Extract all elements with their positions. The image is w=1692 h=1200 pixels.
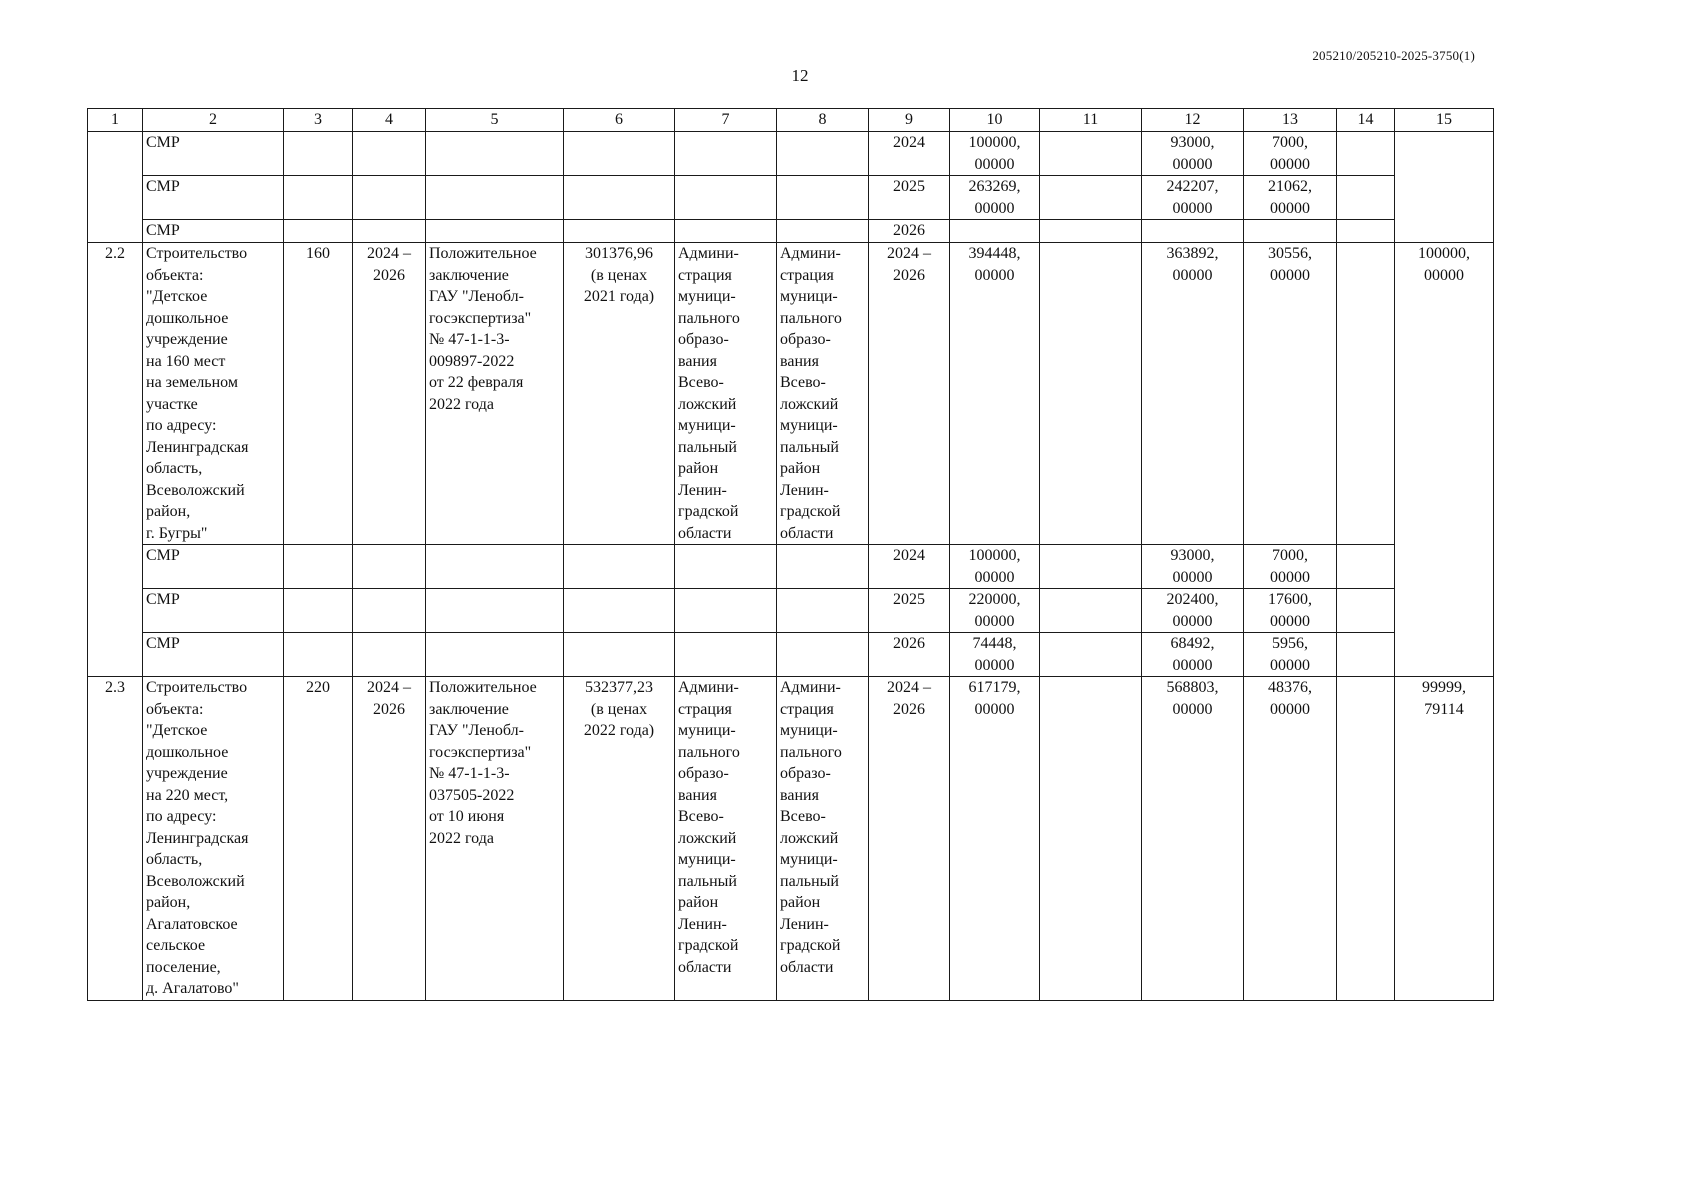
column-header: 11	[1040, 109, 1142, 132]
estimated-cost: 301376,96 (в ценах 2021 года)	[564, 243, 675, 545]
amount-col13: 30556, 00000	[1244, 243, 1337, 545]
period: 2024 – 2026	[353, 243, 426, 545]
smr-row	[88, 589, 1494, 633]
smr-row	[88, 132, 1494, 176]
year-cell: 2025	[869, 589, 950, 633]
table-row	[88, 243, 1494, 545]
smr-row	[88, 176, 1494, 220]
amount-col13: 7000, 00000	[1244, 132, 1337, 176]
year-cell: 2026	[869, 633, 950, 677]
column-number-row	[88, 109, 1494, 132]
object-name: Строительство объекта: "Детское дошкольное учреждение на 160 мест на земельном участке по адресу: Ленинградская область, Всеволожский район, г. Бугры"	[143, 243, 284, 545]
amount-col13: 7000, 00000	[1244, 545, 1337, 589]
column-header: 3	[284, 109, 353, 132]
amount-col10	[950, 220, 1040, 243]
capacity: 160	[284, 243, 353, 545]
column-header: 2	[143, 109, 284, 132]
year-cell: 2025	[869, 176, 950, 220]
amount-col11	[1040, 677, 1142, 1001]
column-header: 13	[1244, 109, 1337, 132]
empty-cell	[1395, 132, 1494, 243]
item-number: 2.2	[88, 243, 143, 677]
amount-col12: 93000, 00000	[1142, 132, 1244, 176]
smr-label: СМР	[143, 545, 284, 589]
period: 2024 – 2026	[353, 677, 426, 1001]
smr-row	[88, 220, 1494, 243]
smr-label: СМР	[143, 589, 284, 633]
customer: Админи- страция муници- пального образо- вания Всево- ложский муници- пальный район Ленин- градской области	[675, 243, 777, 545]
amount-col12: 68492, 00000	[1142, 633, 1244, 677]
developer: Админи- страция муници- пального образо- вания Всево- ложский муници- пальный район Ленин- градской области	[777, 677, 869, 1001]
column-header: 1	[88, 109, 143, 132]
estimated-cost: 532377,23 (в ценах 2022 года)	[564, 677, 675, 1001]
column-header: 15	[1395, 109, 1494, 132]
amount-col13	[1244, 220, 1337, 243]
amount-col15: 99999, 79114	[1395, 677, 1494, 1001]
amount-col14	[1337, 243, 1395, 545]
amount-col13: 48376, 00000	[1244, 677, 1337, 1001]
column-header: 14	[1337, 109, 1395, 132]
amount-col13: 21062, 00000	[1244, 176, 1337, 220]
document-id: 205210/205210-2025-3750(1)	[1312, 48, 1475, 63]
item-number: 2.3	[88, 677, 143, 1001]
amount-col12: 242207, 00000	[1142, 176, 1244, 220]
page-number: 12	[791, 66, 809, 85]
amount-col10: 100000, 00000	[950, 545, 1040, 589]
amount-col12	[1142, 220, 1244, 243]
amount-col10: 394448, 00000	[950, 243, 1040, 545]
amount-col10: 263269, 00000	[950, 176, 1040, 220]
amount-col12: 202400, 00000	[1142, 589, 1244, 633]
smr-label: СМР	[143, 220, 284, 243]
column-header: 5	[426, 109, 564, 132]
year-cell: 2024	[869, 545, 950, 589]
amount-col11	[1040, 243, 1142, 545]
column-header: 4	[353, 109, 426, 132]
amount-col10: 100000, 00000	[950, 132, 1040, 176]
amount-col10: 74448, 00000	[950, 633, 1040, 677]
customer: Админи- страция муници- пального образо- вания Всево- ложский муници- пальный район Ленин- градской области	[675, 677, 777, 1001]
amount-col10: 220000, 00000	[950, 589, 1040, 633]
amount-col13: 5956, 00000	[1244, 633, 1337, 677]
expertise: Положительное заключение ГАУ "Ленобл- госэкспертиза" № 47-1-1-3- 037505-2022 от 10 июня 2022 года	[426, 677, 564, 1001]
smr-row	[88, 633, 1494, 677]
table-row	[88, 677, 1494, 1001]
amount-col13: 17600, 00000	[1244, 589, 1337, 633]
smr-label: СМР	[143, 176, 284, 220]
developer: Админи- страция муници- пального образо- вания Всево- ложский муници- пальный район Ленин- градской области	[777, 243, 869, 545]
smr-label: СМР	[143, 132, 284, 176]
column-header: 10	[950, 109, 1040, 132]
years: 2024 – 2026	[869, 243, 950, 545]
years: 2024 – 2026	[869, 677, 950, 1001]
amount-col14	[1337, 677, 1395, 1001]
column-header: 7	[675, 109, 777, 132]
year-cell: 2024	[869, 132, 950, 176]
object-name: Строительство объекта: "Детское дошкольное учреждение на 220 мест, по адресу: Ленинградская область, Всеволожский район, Агалатовское сельское поселение, д. Агалатово"	[143, 677, 284, 1001]
expertise: Положительное заключение ГАУ "Ленобл- госэкспертиза" № 47-1-1-3- 009897-2022 от 22 февраля 2022 года	[426, 243, 564, 545]
column-header: 9	[869, 109, 950, 132]
column-header: 12	[1142, 109, 1244, 132]
empty-cell	[88, 132, 143, 243]
year-cell: 2026	[869, 220, 950, 243]
amount-col15: 100000, 00000	[1395, 243, 1494, 677]
amount-col12: 568803, 00000	[1142, 677, 1244, 1001]
amount-col12: 363892, 00000	[1142, 243, 1244, 545]
amount-col12: 93000, 00000	[1142, 545, 1244, 589]
column-header: 6	[564, 109, 675, 132]
smr-row	[88, 545, 1494, 589]
column-header: 8	[777, 109, 869, 132]
smr-label: СМР	[143, 633, 284, 677]
budget-table	[87, 108, 1494, 1001]
amount-col10: 617179, 00000	[950, 677, 1040, 1001]
capacity: 220	[284, 677, 353, 1001]
